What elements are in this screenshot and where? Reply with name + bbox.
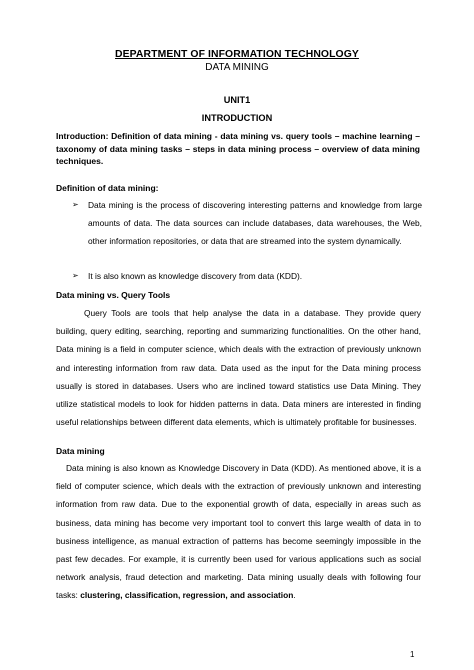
definition-bullet-text: It is also known as knowledge discovery from data (KDD). xyxy=(88,271,303,281)
data-mining-text-end: . xyxy=(293,590,296,601)
unit-title: INTRODUCTION xyxy=(201,113,273,123)
arrow-bullet-icon: ➢ xyxy=(72,271,79,280)
arrow-bullet-icon: ➢ xyxy=(72,200,79,209)
syllabus-summary: Introduction: Definition of data mining - data mining vs. query tools – machine learning – taxonomy of data mining tasks – steps in data mining process – overview of data mining techniques. xyxy=(56,131,420,167)
vs-query-paragraph xyxy=(56,304,421,431)
definition-bullet-1 xyxy=(72,196,422,251)
subject-title: DATA MINING xyxy=(205,62,269,73)
definition-heading: Definition of data mining: xyxy=(56,183,159,193)
data-mining-heading: Data mining xyxy=(56,446,105,456)
definition-bullet-2 xyxy=(72,267,422,285)
vs-query-heading: Data mining vs. Query Tools xyxy=(56,290,171,300)
page-number: 1 xyxy=(410,650,415,659)
vs-query-text: Query Tools are tools that help analyse the data in a database. They provide query building, query editing, searching, reporting and summarizing functionalities. On the other hand, Data mining is a field in computer science, which deals with the extraction of previously unknown and interesting information from raw data. Data used as the input for the Data mining process usually is stored in databases. Users who are inclined toward statistics use Data Mining. They utilize statistical models to look for hidden patterns in data. Data miners are interested in finding useful relationships between different data elements, which is ultimately profitable for businesses. xyxy=(56,308,421,428)
department-title: DEPARTMENT OF INFORMATION TECHNOLOGY xyxy=(115,49,359,60)
definition-bullet-text: Data mining is the process of discovering interesting patterns and knowledge from large amounts of data. The data sources can include databases, data warehouses, the Web, other information repositories, or data that are streamed into the system dynamically. xyxy=(88,200,422,247)
data-mining-paragraph xyxy=(56,459,421,605)
unit-number: UNIT1 xyxy=(223,95,251,105)
data-mining-tasks: clustering, classification, regression, and association xyxy=(80,590,294,601)
data-mining-text: Data mining is also known as Knowledge Discovery in Data (KDD). As mentioned above, it is a field of computer science, which deals with the extraction of previously unknown and interesting information from raw data. Due to the exponential growth of data, especially in areas such as business, data mining has become very important tool to convert this large wealth of data in to business intelligence, as manual extraction of patterns has become seemingly impossible in the past few decades. For example, it is currently been used for various applications such as social network analysis, fraud detection and marketing. Data mining usually deals with following four tasks: xyxy=(56,463,421,601)
document-header xyxy=(0,49,474,73)
